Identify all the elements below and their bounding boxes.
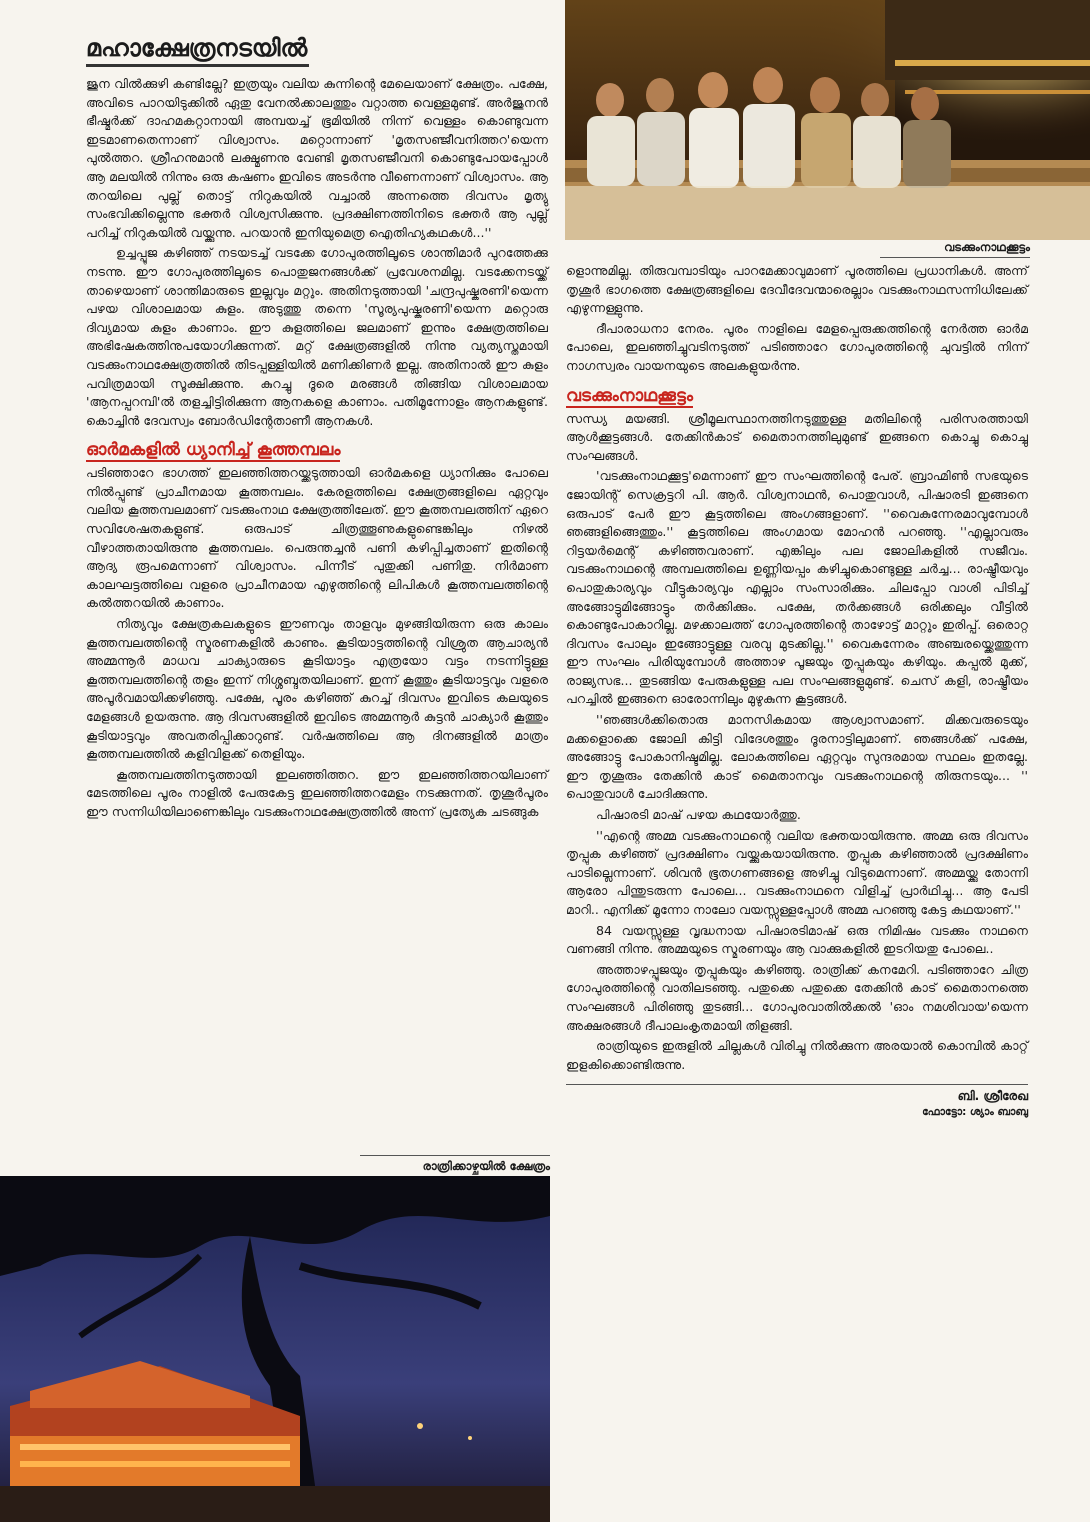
photo-credit: ഫോട്ടോ: ശ്യാം ബാബു	[922, 1106, 1028, 1119]
section3-paragraph-2: 'വടക്കുംനാഥക്കൂട്ട'മെന്നാണ് ഈ സംഘത്തിന്റെ പേര്. ബ്രാഹ്മിൺ സഭയുടെ ജോയിന്റ് സെക്രട്ടറി പി. ആർ. വിശ്വനാഥൻ, പൊതുവാൾ, പിഷാരടി ഇങ്ങനെ ഒരുപാട് പേർ ഈ കൂട്ടത്തിലെ അംഗങ്ങളാണ്. ''വൈകുന്നേരമാവുമ്പോൾ ഞങ്ങളിങ്ങെത്തും.'' കൂട്ടത്തിലെ അംഗമായ മോഹൻ പറഞ്ഞു. ''എല്ലാവരും റിട്ടയർമെന്റ് കഴിഞ്ഞവരാണ്. എങ്കിലും പല ജോലികളിൽ സജീവം. വടക്കുംനാഥന്റെ അമ്പലത്തിലെ ഉണ്ണിയപ്പം കഴിച്ചുകൊണ്ടുള്ള ചർച്ച... രാഷ്ട്രീയവും പൊതുകാര്യവും വീട്ടുകാര്യവും എല്ലാം സംസാരിക്കും. ചിലപ്പോ വാശി പിടിച്ച് അങ്ങോട്ടുമിങ്ങോട്ടും തർക്കിക്കും. പക്ഷേ, തർക്കങ്ങൾ ഒരിക്കലും വീട്ടിൽ കൊണ്ടുപോകാറില്ല. മഴക്കാലത്ത് ഗോപുരത്തിന്റെ താഴോട്ട് മാറ്റും ഇരിപ്പ്. ഒരൊറ്റ ദിവസം പോലും ഇങ്ങോട്ടുള്ള വരവു മുടക്കില്ല.'' വൈകുന്നേരം അഞ്ചരയ്ക്കെത്തുന്ന ഈ സംഘം പിരിയുമ്പോൾ അത്താഴ പൂജയും തൃപ്പുകയും കഴിയും. കപ്പൽ മുക്ക്, രാജ്യസഭ... തുടങ്ങിയ പേരുകളുള്ള പല സംഘങ്ങളുമുണ്ട്. ചെസ് കളി, രാഷ്ട്രീയം പറച്ചിൽ ഇങ്ങനെ ഓരോന്നിലും മുഴുകുന്ന കൂട്ടങ്ങൾ.	[566, 468, 1028, 707]
article-title: മഹാക്ഷേത്രനടയിൽ	[86, 30, 309, 67]
author-name: ബി. ശ്രീരേഖ	[957, 1089, 1028, 1104]
section3-paragraph-1: സന്ധ്യ മയങ്ങി. ശ്രീമൂലസ്ഥാനത്തിനടുത്തുള്ള മതിലിന്റെ പരിസരത്തായി ആൾക്കൂട്ടങ്ങൾ. തേക്കിൻകാട് മൈതാനത്തിലുമുണ്ട് ഇങ്ങനെ കൊച്ചു കൊച്ചു സംഘങ്ങൾ.	[566, 410, 1028, 463]
section3-paragraph-5: ''എന്റെ അമ്മ വടക്കുംനാഥന്റെ വലിയ ഭക്തയായിരുന്നു. അമ്മ ഒരു ദിവസം തൃപ്പുക കഴിഞ്ഞ് പ്രദക്ഷിണം വയ്ക്കുകയായിരുന്നു. തൃപ്പുക കഴിഞ്ഞാൽ പ്രദക്ഷിണം പാടില്ലെന്നാണ്. ശിവൻ ഭൂതഗണങ്ങളെ അഴിച്ചു വിടുമെന്നാണ്. അമ്മയ്ക്കു തോന്നി ആരോ പിന്തുടരുന്ന പോലെ... വടക്കുംനാഥനെ വിളിച്ച് പ്രാർഥിച്ചു... ആ പേടി മാറി.. എനിക്ക് മൂന്നോ നാലോ വയസ്സുള്ളപ്പോൾ അമ്മ പറഞ്ഞു കേട്ട കഥയാണ്.''	[566, 827, 1028, 917]
section2-paragraph-3: കൂത്തമ്പലത്തിനടുത്തായി ഇലഞ്ഞിത്തറ. ഈ ഇലഞ്ഞിത്തറയിലാണ് മേടത്തിലെ പൂരം നാളിൽ പേരുകേട്ട ഇലഞ്ഞിത്തറമേളം നടക്കുന്നത്. തൃശൂർപൂരം ഈ സന്നിധിയിലാണെങ്കിലും വടക്കുംനാഥക്ഷേത്രത്തിൽ അന്ന് പ്രത്യേക ചടങ്ങുക	[86, 766, 548, 819]
section-heading-koothambalam: ഓർമകളിൽ ധ്യാനിച്ച് കൂത്തമ്പലം	[86, 440, 341, 461]
top-photo-caption: വടക്കുംനാഥക്കൂട്ടം	[880, 240, 1030, 258]
section3-paragraph-4: പിഷാരടി മാഷ് പഴയ കഥയോർത്തു.	[596, 807, 801, 823]
bottom-photo-caption: രാത്രിക്കാഴ്ചയിൽ ക്ഷേത്രം	[360, 1155, 550, 1174]
article-right-column	[566, 262, 1028, 1119]
section3-paragraph-7: അത്താഴപ്പൂജയും തൃപ്പുകയും കഴിഞ്ഞു. രാത്രിക്ക് കനമേറി. പടിഞ്ഞാറേ ചിത്ര ഗോപുരത്തിന്റെ വാതിലടഞ്ഞു. പതുക്കെ പതുക്കെ തേക്കിൻ കാട് മൈതാനത്തെ സംഘങ്ങൾ പിരിഞ്ഞു തുടങ്ങി... ഗോപുരവാതിൽക്കൽ 'ഓം നമശിവായ'യെന്ന അക്ഷരങ്ങൾ ദീപാലംകൃതമായി തിളങ്ങി.	[566, 961, 1028, 1033]
left-paragraph-2: ഉച്ചപ്പൂജ കഴിഞ്ഞ് നടയടച്ച് വടക്കേ ഗോപുരത്തിലൂടെ ശാന്തിമാർ പുറത്തേക്കു നടന്നു. ഈ ഗോപുരത്തിലൂടെ പൊതുജനങ്ങൾക്ക് പ്രവേശനമില്ല. വടക്കേനടയ്ക്ക് താഴെയാണ് ശാന്തിമാരുടെ ഇല്ലവും മറ്റും. അതിനടുത്തായി 'ചന്ദ്രപുഷ്കരണി'യെന്ന പഴയ വിശാലമായ കുളം. അടുത്തു തന്നെ 'സൂര്യപുഷ്കരണി'യെന്ന മറ്റൊരു ദിവ്യമായ കുളം കാണാം. ഈ കുളത്തിലെ ജലമാണ് ഇന്നും ക്ഷേത്രത്തിലെ അഭിഷേകത്തിനുപയോഗിക്കുന്നത്. മറ്റ് ക്ഷേത്രങ്ങളിൽ നിന്നു വ്യത്യസ്തമായി വടക്കുംനാഥക്ഷേത്രത്തിൽ തിടപ്പള്ളിയിൽ മണിക്കിണർ ഇല്ല. അതിനാൽ ഈ കുളം പവിത്രമായി സൂക്ഷിക്കുന്നു. കുറച്ചു ദൂരെ മരങ്ങൾ തിങ്ങിയ വിശാലമായ 'ആനപ്പറമ്പി'ൽ തളച്ചിട്ടിരിക്കുന്ന ആനകളെ കാണാം. പതിമൂന്നോളം ആനകളുണ്ട്. കൊച്ചിൻ ദേവസ്വം ബോർഡിന്റേതാണീ ആനകൾ.	[86, 245, 548, 428]
right-paragraph-2: ദീപാരാധനാ നേരം. പൂരം നാളിലെ മേളപ്പെരുക്കത്തിന്റെ നേർത്ത ഓർമ പോലെ, ഇലഞ്ഞിച്ചുവടിനടുത്ത് പടിഞ്ഞാറേ ഗോപുരത്തിന്റെ ചുവട്ടിൽ നിന്ന് നാഗസ്വരം വായനയുടെ അലകളുയർന്നു.	[566, 320, 1028, 373]
section-heading-vadakkumnathakoottam: വടക്കുംനാഥക്കൂട്ടം	[566, 385, 693, 406]
section3-paragraph-6: 84 വയസ്സുള്ള വൃദ്ധനായ പിഷാരടിമാഷ് ഒരു നിമിഷം വടക്കും നാഥനെ വണങ്ങി നിന്നു. അമ്മയുടെ സ്മരണയും ആ വാക്കുകളിൽ ഇടറിയതു പോലെ..	[566, 922, 1028, 957]
temple-night-photo	[0, 1176, 550, 1522]
group-photo	[565, 0, 1090, 240]
article-signoff	[566, 1084, 1028, 1119]
section2-paragraph-1: പടിഞ്ഞാറേ ഭാഗത്ത് ഇലഞ്ഞിത്തറയ്ക്കടുത്തായി ഓർമകളെ ധ്യാനിക്കും പോലെ നിൽപ്പുണ്ട് പ്രാചീനമായ കൂത്തമ്പലം. കേരളത്തിലെ ക്ഷേത്രങ്ങളിലെ ഏറ്റവും വലിയ കൂത്തമ്പലമാണ് വടക്കുംനാഥ ക്ഷേത്രത്തിലേത്. ഈ കൂത്തമ്പലത്തിന് ഏറെ സവിശേഷതകളുണ്ട്. ഒരുപാട് ചിത്രത്തൂണുകളുണ്ടെങ്കിലും നിഴൽ വീഴാത്തതായിരുന്നു കൂത്തമ്പലം. പെരുന്തച്ചൻ പണി കഴിപ്പിച്ചതാണ് ഇതിന്റെ ആദ്യ രൂപമെന്നാണ് വിശ്വാസം. പിന്നീട് പുതുക്കി പണിതു. നിർമാണ കാലഘട്ടത്തിലെ വളരെ പ്രാചീനമായ എഴുത്തിന്റെ ലിപികൾ കൂത്തമ്പലത്തിന്റെ കൽത്തറയിൽ കാണാം.	[86, 465, 548, 611]
article-left-column	[86, 30, 548, 824]
section2-paragraph-2: നിത്യവും ക്ഷേത്രകലകളുടെ ഈണവും താളവും മുഴങ്ങിയിരുന്ന ഒരു കാലം കൂത്തമ്പലത്തിന്റെ സ്മരണകളിൽ കാണും. കൂടിയാട്ടത്തിന്റെ വിശ്രുത ആചാര്യൻ അമ്മന്നൂർ മാധവ ചാക്യാരുടെ കൂടിയാട്ടം എത്രയോ വട്ടം നടന്നിട്ടുള്ള കൂത്തമ്പലത്തിന്റെ തളം ഇന്ന് നിശ്ശബ്ദതയിലാണ്. ഇന്ന് കൂത്തും കൂടിയാട്ടവും വളരെ അപൂർവമായിക്കഴിഞ്ഞു. പക്ഷേ, പൂരം കഴിഞ്ഞ് കുറച്ച് ദിവസം ഇവിടെ കലയുടെ മേളങ്ങൾ ഉയരുന്നു. ആ ദിവസങ്ങളിൽ ഇവിടെ അമ്മന്നൂർ കുട്ടൻ ചാക്യാർ കൂത്തും കൂടിയാട്ടവും അവതരിപ്പിക്കാറുണ്ട്. വർഷത്തിലെ ആ ദിനങ്ങളിൽ മാത്രം കൂത്തമ്പലത്തിൽ കളിവിളക്ക് തെളിയും.	[86, 616, 548, 762]
section3-paragraph-3: ''ഞങ്ങൾക്കിതൊരു മാനസികമായ ആശ്വാസമാണ്. മിക്കവരുടെയും മക്കളൊക്കെ ജോലി കിട്ടി വിദേശത്തും ദൂരനാട്ടിലുമാണ്. ഞങ്ങൾക്ക് പക്ഷേ, അങ്ങോട്ടു പോകാനിഷ്ടമില്ല. ലോകത്തിലെ ഏറ്റവും സുന്ദരമായ സ്ഥലം ഇതല്ലേ. ഈ തൃശൂരും തേക്കിൻ കാട് മൈതാനവും വടക്കുംനാഥന്റെ തിരുനടയും... '' പൊതുവാൾ ചോദിക്കുന്നു.	[566, 712, 1028, 802]
left-paragraph-1: ജുന വിൽക്കുഴി കണ്ടില്ലേ? ഇത്രയും വലിയ കുന്നിന്റെ മേലെയാണ് ക്ഷേത്രം. പക്ഷേ, അവിടെ പാറയിടുക്കിൽ ഏതു വേനൽക്കാലത്തും വറ്റാത്ത വെള്ളമുണ്ട്. അർജുനൻ ഭീഷ്മർക്ക് ദാഹമകറ്റാനായി അമ്പയച്ച് ഭൂമിയിൽ നിന്ന് വെള്ളം കൊണ്ടുവന്ന ഇടമാണതെന്നാണ് വിശ്വാസം. മറ്റൊന്നാണ് 'മൃതസഞ്ജീവനിത്തറ'യെന്ന പുൽത്തറ. ശ്രീഹനുമാൻ ലക്ഷ്മണനു വേണ്ടി മൃതസഞ്ജീവനി കൊണ്ടുപോയപ്പോൾ ആ മലയിൽ നിന്നും ഒരു കഷണം ഇവിടെ അടർന്നു വീണെന്നാണ് വിശ്വാസം. ആ തറയിലെ പുല്ല് തൊട്ട് നിറുകയിൽ വച്ചാൽ അന്നത്തെ ദിവസം മൃത്യു സംഭവിക്കില്ലെന്നു ഭക്തർ വിശ്വസിക്കുന്നു. പ്രദക്ഷിണത്തിനിടെ ഭക്തർ ആ പുല്ല് പറിച്ച് നിറുകയിൽ വയ്ക്കുന്നു. പറയാൻ ഇനിയുമെത്ര ഐതിഹ്യകഥകൾ...''	[86, 76, 548, 240]
right-paragraph-1: ളൊന്നുമില്ല. തിരുവമ്പാടിയും പാറമേക്കാവുമാണ് പൂരത്തിലെ പ്രധാനികൾ. അന്ന് തൃശൂർ ഭാഗത്തെ ക്ഷേത്രങ്ങളിലെ ദേവീദേവന്മാരെല്ലാം വടക്കുംനാഥസന്നിധിലേക്ക് എഴുന്നള്ളുന്നു.	[566, 263, 1028, 316]
section3-paragraph-8: രാത്രിയുടെ ഇരുളിൽ ചില്ലകൾ വിരിച്ചു നിൽക്കുന്ന അരയാൽ കൊമ്പിൽ കാറ്റ് ഇളകിക്കൊണ്ടിരുന്നു.	[566, 1038, 1028, 1072]
